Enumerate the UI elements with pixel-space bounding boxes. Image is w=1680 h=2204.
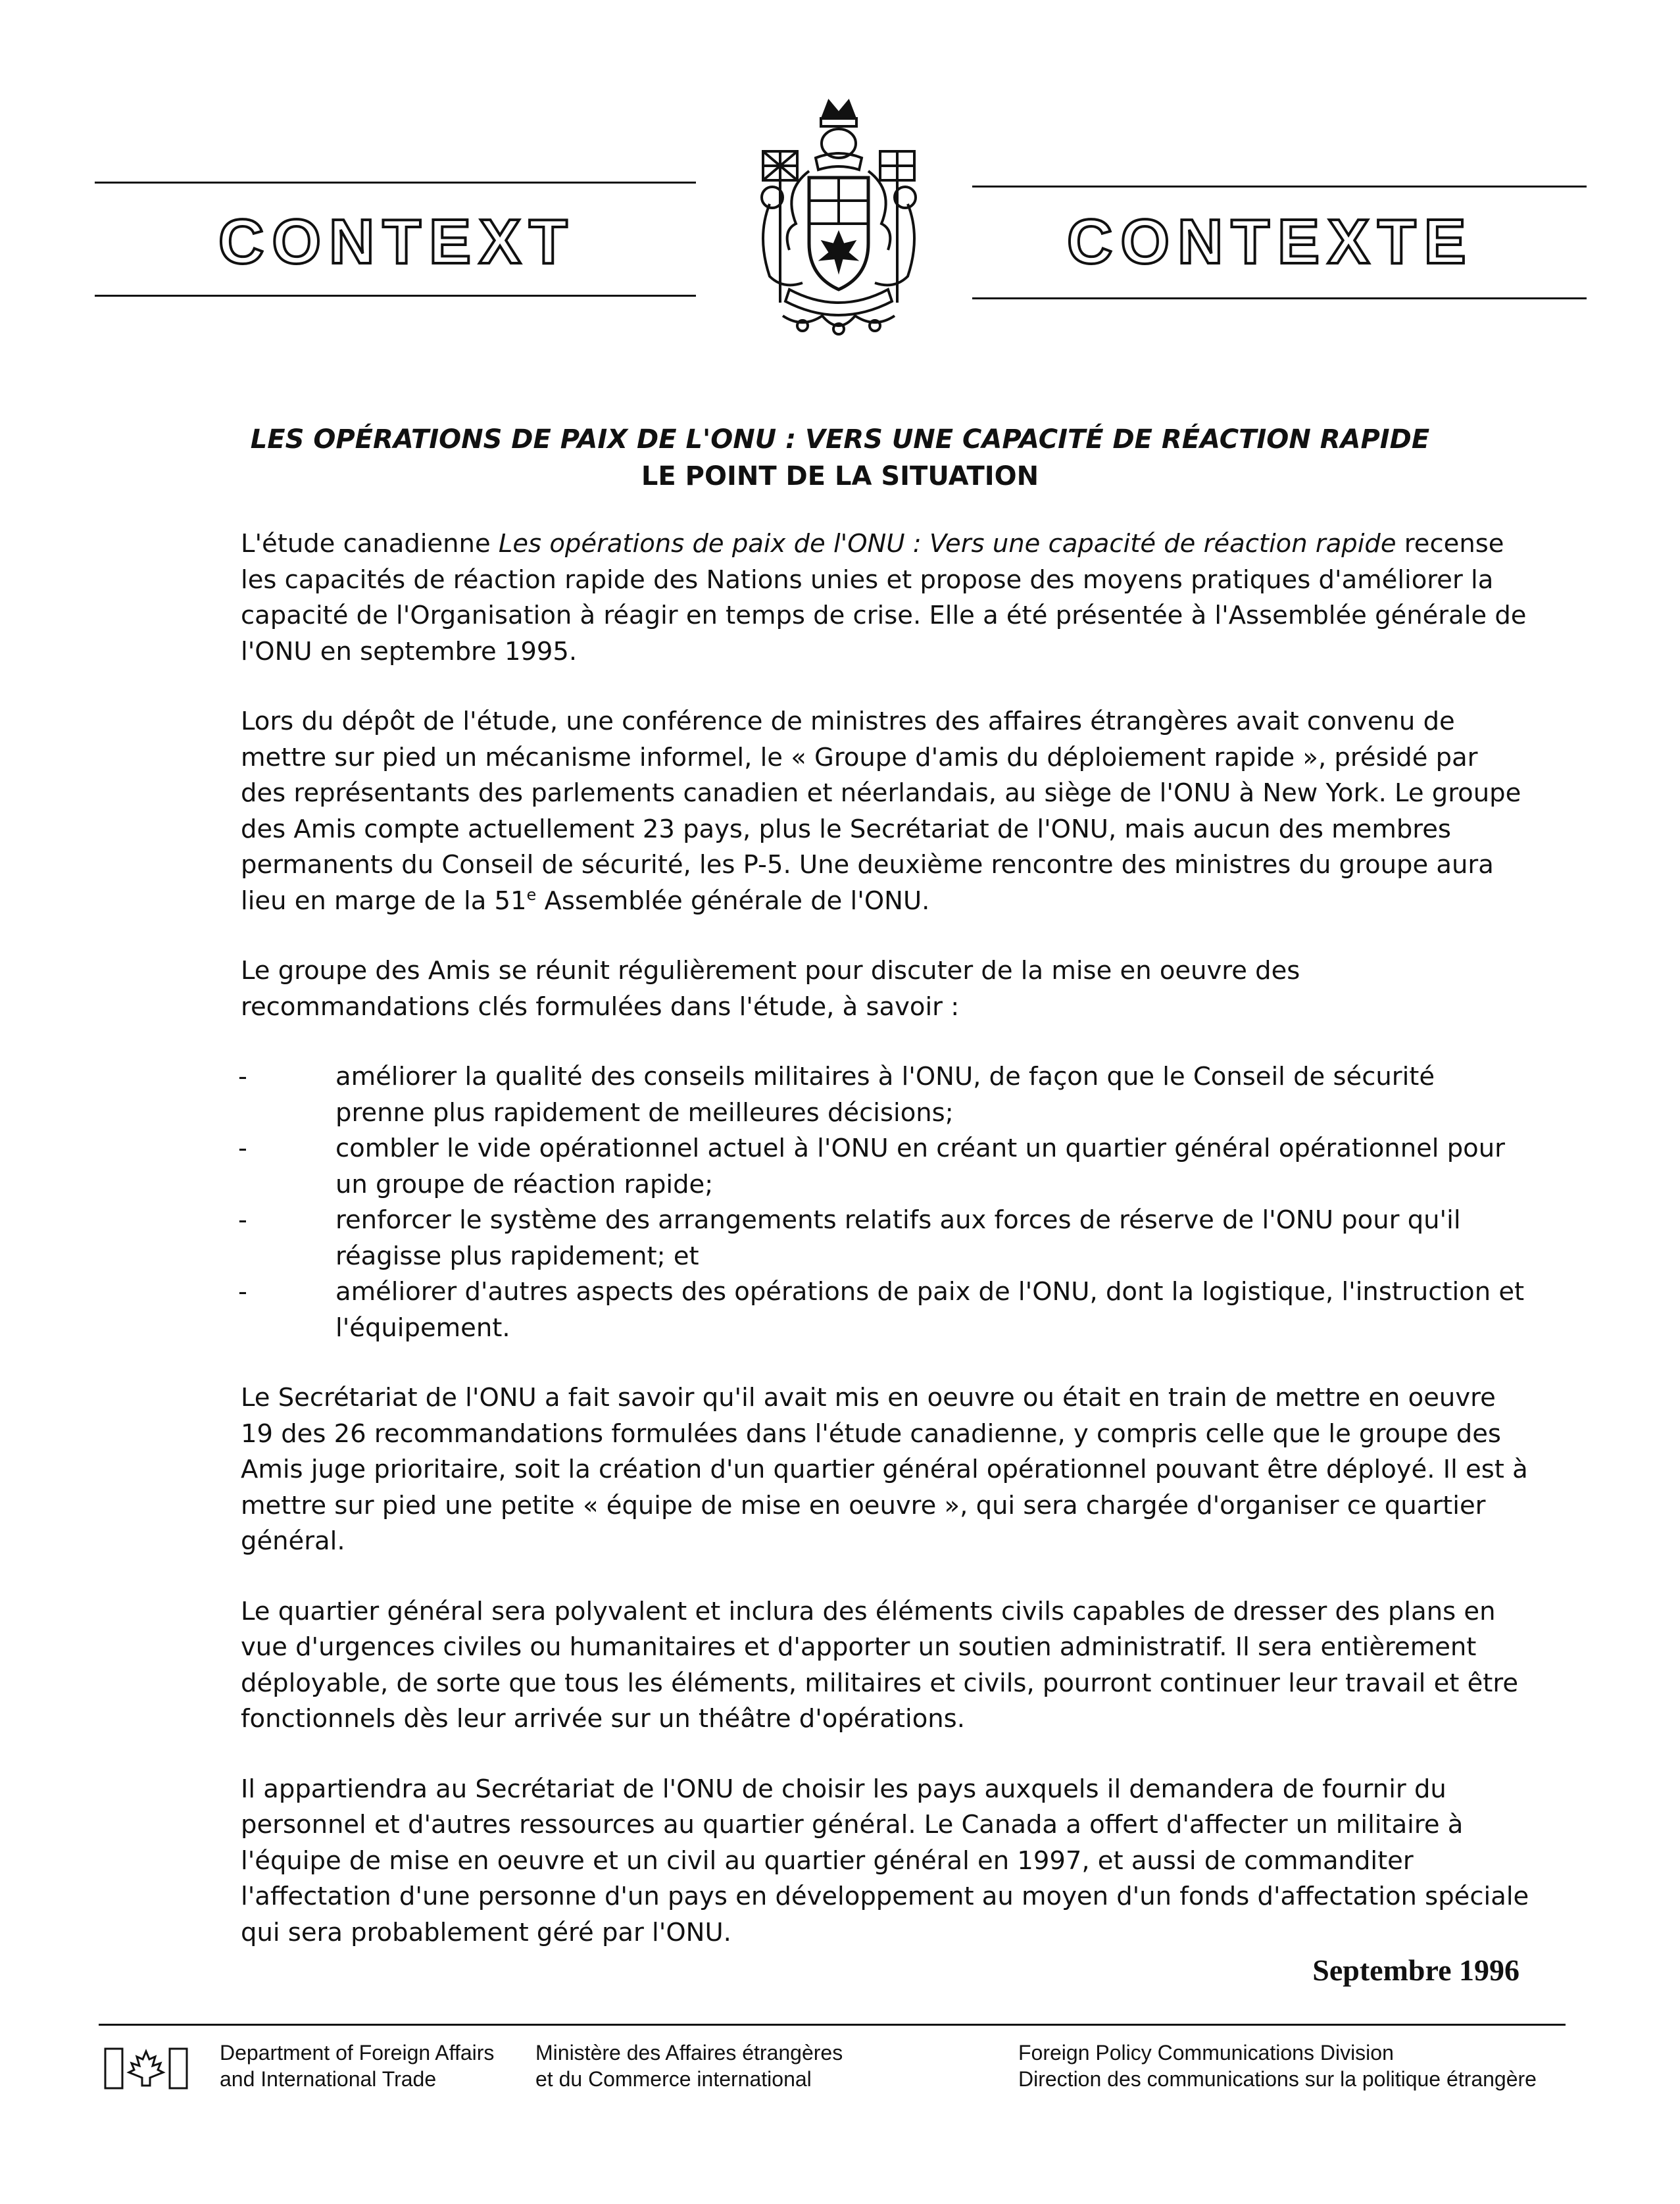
list-item-text: améliorer d'autres aspects des opérations de paix de l'ONU, dont la logistique, l'instruction et l'équipement. xyxy=(335,1277,1525,1343)
list-item-text: améliorer la qualité des conseils militaires à l'ONU, de façon que le Conseil de sécurité prenne plus rapidement de meilleures décisions; xyxy=(335,1062,1435,1128)
bullet-dash: - xyxy=(238,1062,247,1091)
paragraph-1 xyxy=(241,526,1530,670)
paragraph-2-end: Assemblée générale de l'ONU. xyxy=(536,886,930,916)
paragraph-2-text: Lors du dépôt de l'étude, une conférence de ministres des affaires étrangères avait convenu de mettre sur pied un mécanisme informel, le « Groupe d'amis du déploiement rapide », présidé par des représentants des parlements canadien et néerlandais, au siège de l'ONU à New York. Le groupe des Amis compte actuellement 23 pays, plus le Secrétariat de l'ONU, mais aucun des membres permanents du Conseil de sécurité, les P-5. Une deuxième rencontre des ministres du groupe aura lieu en marge de la 51 xyxy=(241,707,1521,916)
footer-dept-fr-line1: Ministère des Affaires étrangères xyxy=(535,2041,843,2065)
ordinal-superscript: e xyxy=(526,885,537,904)
list-item-text: combler le vide opérationnel actuel à l'ONU en créant un quartier général opérationnel pour un groupe de réaction rapide; xyxy=(335,1134,1505,1199)
footer-dept-fr-line2: et du Commerce international xyxy=(535,2067,812,2091)
header-rule-right-top xyxy=(972,186,1587,188)
bullet-dash: - xyxy=(238,1134,247,1163)
header-rule-right-bottom xyxy=(972,297,1587,299)
footer-rule xyxy=(99,2024,1566,2026)
paragraph-5: Le quartier général sera polyvalent et inclura des éléments civils capables de dresser des plans en vue d'urgences civiles ou humanitaires et d'apporter un soutien administratif. Il sera entièrement déployable, de sorte que tous les éléments, militaires et civils, pourront continuer leur travail et être fonctionnels dès leur arrivée sur un théâtre d'opérations. xyxy=(241,1596,1519,1734)
list-item xyxy=(238,1274,1530,1346)
study-title-italic: Les opérations de paix de l'ONU : Vers une capacité de réaction rapide xyxy=(498,529,1396,559)
footer-department-french xyxy=(535,2040,843,2092)
footer-dept-en-line1: Department of Foreign Affairs xyxy=(220,2041,495,2065)
list-item-text: renforcer le système des arrangements relatifs aux forces de réserve de l'ONU pour qu'il réagisse plus rapidement; et xyxy=(335,1205,1461,1271)
header-rule-left-top xyxy=(95,182,696,184)
paragraph-3: Le groupe des Amis se réunit régulièrement pour discuter de la mise en oeuvre des recommandations clés formulées dans l'étude, à savoir : xyxy=(241,956,1300,1022)
paragraph-1-lead: L'étude canadienne xyxy=(241,529,499,559)
footer-division xyxy=(1018,2040,1537,2092)
bullet-dash: - xyxy=(238,1277,247,1307)
paragraph-6: Il appartiendra au Secrétariat de l'ONU de choisir les pays auxquels il demandera de fournir du personnel et d'autres ressources au quartier général. Le Canada a offert d'affecter un militaire à l'équipe de mise en oeuvre et un civil au quartier général en 1997, et aussi de commanditer l'affectation d'une personne d'un pays en développement au moyen d'un fonds d'affectation spéciale qui sera probablement géré par l'ONU. xyxy=(241,1774,1529,1947)
canada-flag-icon xyxy=(103,2045,189,2092)
document-title-line2: LE POINT DE LA SITUATION xyxy=(641,461,1039,491)
list-item xyxy=(238,1131,1530,1203)
recommendations-list xyxy=(238,1059,1530,1346)
document-body xyxy=(238,526,1530,1985)
paragraph-1-rest: recense les capacités de réaction rapide des Nations unies et propose des moyens pratiques d'améliorer la capacité de l'Organisation à réagir en temps de crise. Elle a été présentée à l'Assemblée générale de l'ONU en septembre 1995. xyxy=(241,529,1527,666)
footer-division-line2: Direction des communications sur la politique étrangère xyxy=(1018,2067,1537,2091)
footer-department-english xyxy=(220,2040,494,2092)
header-title-french: CONTEXTE xyxy=(1067,207,1474,277)
header-rule-left-bottom xyxy=(95,295,696,297)
document-date: Septembre 1996 xyxy=(1312,1953,1519,1987)
header-title-english: CONTEXT xyxy=(218,207,576,277)
list-item xyxy=(238,1059,1530,1131)
paragraph-4: Le Secrétariat de l'ONU a fait savoir qu'il avait mis en oeuvre ou était en train de mettre en oeuvre 19 des 26 recommandations formulées dans l'étude canadienne, y compris celle que le groupe des Amis juge prioritaire, soit la création d'un quartier général opérationnel pouvant être déployé. Il est à mettre sur pied une petite « équipe de mise en oeuvre », qui sera chargée d'organiser ce quartier général. xyxy=(241,1383,1528,1556)
footer-division-line1: Foreign Policy Communications Division xyxy=(1018,2041,1394,2065)
document-title-line1: LES OPÉRATIONS DE PAIX DE L'ONU : VERS UNE CAPACITÉ DE RÉACTION RAPIDE xyxy=(250,424,1430,455)
bullet-dash: - xyxy=(238,1205,247,1235)
footer-dept-en-line2: and International Trade xyxy=(220,2067,437,2091)
list-item xyxy=(238,1203,1530,1274)
paragraph-2 xyxy=(241,704,1530,919)
canada-coat-of-arms-icon xyxy=(743,92,934,342)
document-title xyxy=(105,421,1575,495)
